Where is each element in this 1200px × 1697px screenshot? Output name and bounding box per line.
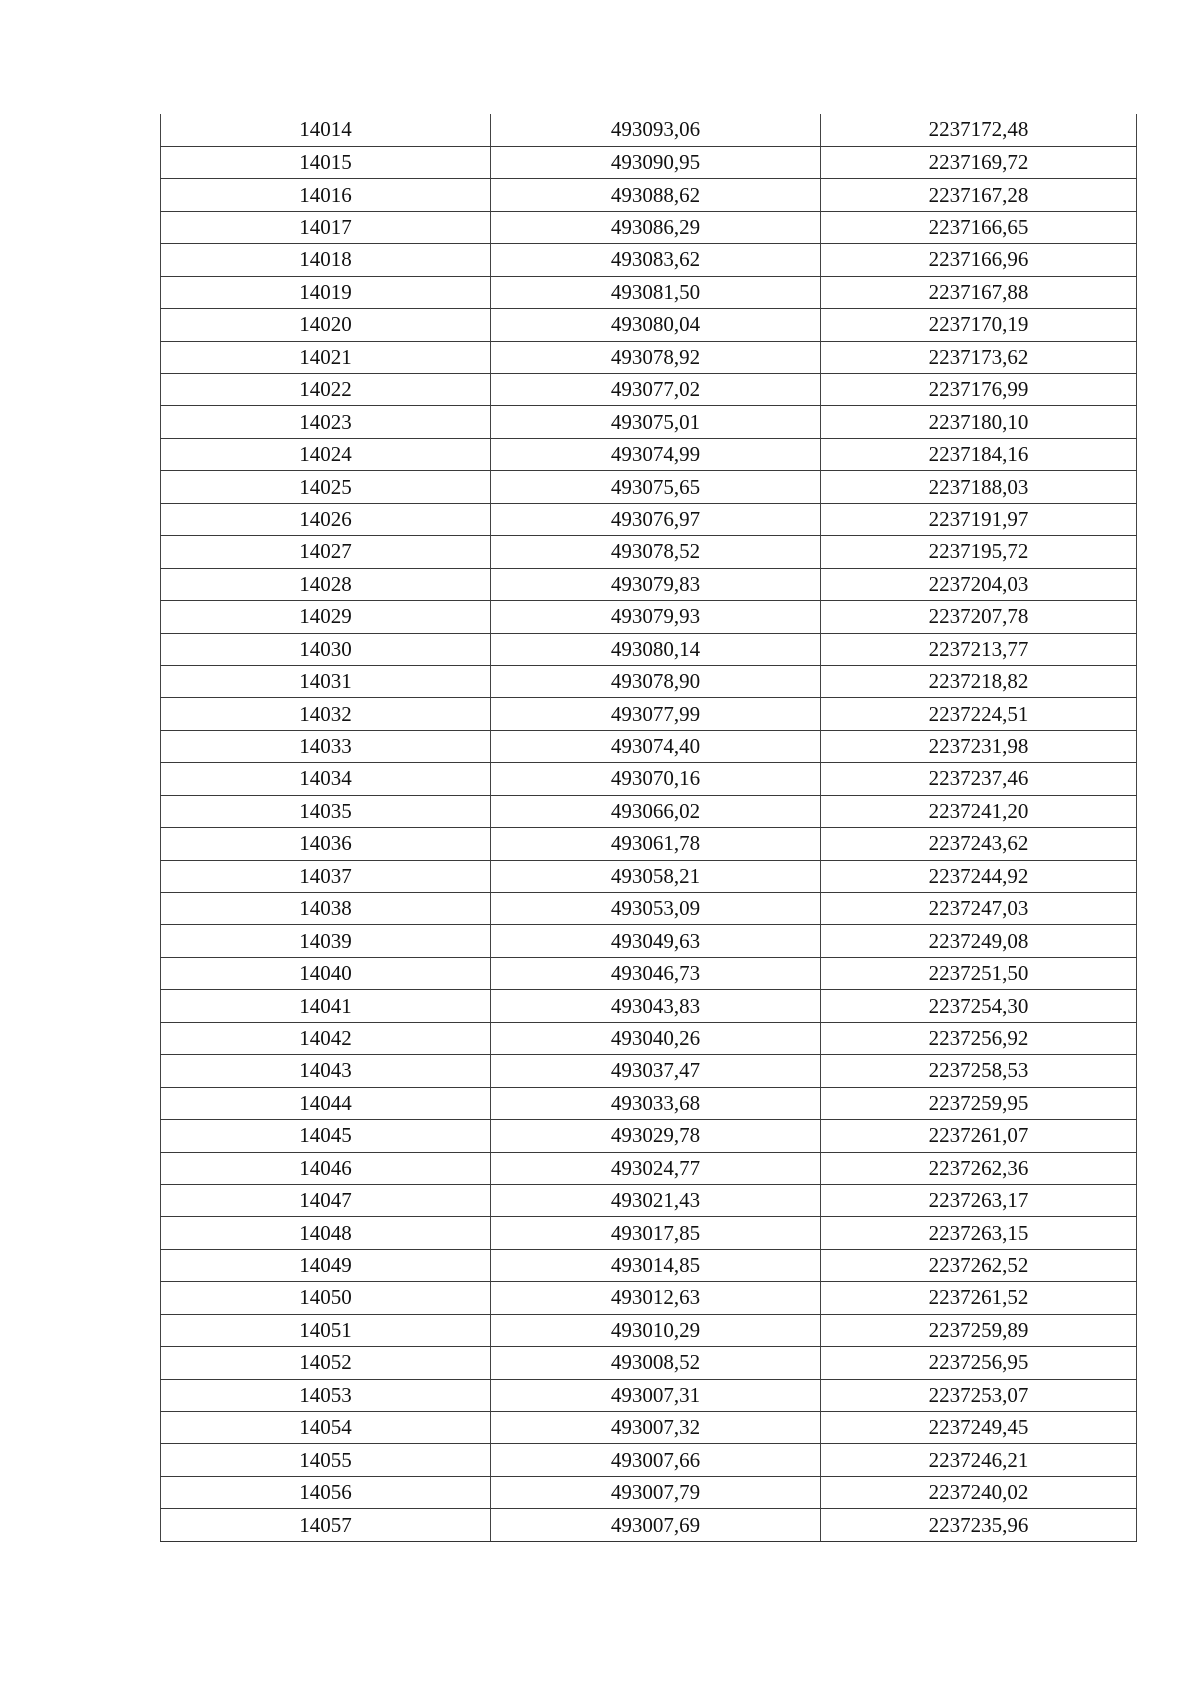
table-row bbox=[161, 244, 1137, 276]
y-coordinate-cell: 2237184,16 bbox=[821, 438, 1137, 470]
point-number-cell: 14023 bbox=[161, 406, 491, 438]
x-coordinate-cell: 493007,32 bbox=[491, 1412, 821, 1444]
table-row bbox=[161, 406, 1137, 438]
table-row bbox=[161, 990, 1137, 1022]
point-number-cell: 14034 bbox=[161, 763, 491, 795]
table-row bbox=[161, 1509, 1137, 1541]
table-row bbox=[161, 374, 1137, 406]
table-row bbox=[161, 1217, 1137, 1249]
point-number-cell: 14053 bbox=[161, 1379, 491, 1411]
y-coordinate-cell: 2237224,51 bbox=[821, 698, 1137, 730]
y-coordinate-cell: 2237213,77 bbox=[821, 633, 1137, 665]
point-number-cell: 14025 bbox=[161, 471, 491, 503]
y-coordinate-cell: 2237256,95 bbox=[821, 1347, 1137, 1379]
y-coordinate-cell: 2237253,07 bbox=[821, 1379, 1137, 1411]
y-coordinate-cell: 2237237,46 bbox=[821, 763, 1137, 795]
x-coordinate-cell: 493088,62 bbox=[491, 179, 821, 211]
x-coordinate-cell: 493078,52 bbox=[491, 536, 821, 568]
coordinates-table-body bbox=[161, 114, 1137, 1541]
table-row bbox=[161, 276, 1137, 308]
y-coordinate-cell: 2237258,53 bbox=[821, 1055, 1137, 1087]
table-row bbox=[161, 1282, 1137, 1314]
y-coordinate-cell: 2237191,97 bbox=[821, 503, 1137, 535]
point-number-cell: 14056 bbox=[161, 1476, 491, 1508]
table-row bbox=[161, 828, 1137, 860]
y-coordinate-cell: 2237259,95 bbox=[821, 1087, 1137, 1119]
table-row bbox=[161, 730, 1137, 762]
y-coordinate-cell: 2237263,15 bbox=[821, 1217, 1137, 1249]
x-coordinate-cell: 493008,52 bbox=[491, 1347, 821, 1379]
x-coordinate-cell: 493086,29 bbox=[491, 211, 821, 243]
x-coordinate-cell: 493058,21 bbox=[491, 860, 821, 892]
x-coordinate-cell: 493017,85 bbox=[491, 1217, 821, 1249]
y-coordinate-cell: 2237262,52 bbox=[821, 1249, 1137, 1281]
point-number-cell: 14030 bbox=[161, 633, 491, 665]
point-number-cell: 14038 bbox=[161, 893, 491, 925]
point-number-cell: 14026 bbox=[161, 503, 491, 535]
x-coordinate-cell: 493076,97 bbox=[491, 503, 821, 535]
x-coordinate-cell: 493077,02 bbox=[491, 374, 821, 406]
table-row bbox=[161, 536, 1137, 568]
point-number-cell: 14054 bbox=[161, 1412, 491, 1444]
point-number-cell: 14032 bbox=[161, 698, 491, 730]
y-coordinate-cell: 2237249,45 bbox=[821, 1412, 1137, 1444]
table-row bbox=[161, 1022, 1137, 1054]
point-number-cell: 14028 bbox=[161, 568, 491, 600]
x-coordinate-cell: 493012,63 bbox=[491, 1282, 821, 1314]
table-row bbox=[161, 957, 1137, 989]
x-coordinate-cell: 493010,29 bbox=[491, 1314, 821, 1346]
point-number-cell: 14052 bbox=[161, 1347, 491, 1379]
y-coordinate-cell: 2237204,03 bbox=[821, 568, 1137, 600]
x-coordinate-cell: 493081,50 bbox=[491, 276, 821, 308]
x-coordinate-cell: 493007,79 bbox=[491, 1476, 821, 1508]
point-number-cell: 14027 bbox=[161, 536, 491, 568]
x-coordinate-cell: 493037,47 bbox=[491, 1055, 821, 1087]
x-coordinate-cell: 493043,83 bbox=[491, 990, 821, 1022]
table-row bbox=[161, 601, 1137, 633]
y-coordinate-cell: 2237256,92 bbox=[821, 1022, 1137, 1054]
table-row bbox=[161, 665, 1137, 697]
x-coordinate-cell: 493079,83 bbox=[491, 568, 821, 600]
table-row bbox=[161, 925, 1137, 957]
point-number-cell: 14021 bbox=[161, 341, 491, 373]
point-number-cell: 14046 bbox=[161, 1152, 491, 1184]
point-number-cell: 14024 bbox=[161, 438, 491, 470]
table-row bbox=[161, 341, 1137, 373]
x-coordinate-cell: 493046,73 bbox=[491, 957, 821, 989]
point-number-cell: 14042 bbox=[161, 1022, 491, 1054]
table-row bbox=[161, 1184, 1137, 1216]
x-coordinate-cell: 493080,04 bbox=[491, 309, 821, 341]
point-number-cell: 14020 bbox=[161, 309, 491, 341]
point-number-cell: 14049 bbox=[161, 1249, 491, 1281]
table-row bbox=[161, 438, 1137, 470]
point-number-cell: 14031 bbox=[161, 665, 491, 697]
x-coordinate-cell: 493029,78 bbox=[491, 1120, 821, 1152]
point-number-cell: 14041 bbox=[161, 990, 491, 1022]
point-number-cell: 14045 bbox=[161, 1120, 491, 1152]
y-coordinate-cell: 2237263,17 bbox=[821, 1184, 1137, 1216]
x-coordinate-cell: 493007,31 bbox=[491, 1379, 821, 1411]
y-coordinate-cell: 2237173,62 bbox=[821, 341, 1137, 373]
y-coordinate-cell: 2237166,65 bbox=[821, 211, 1137, 243]
x-coordinate-cell: 493075,01 bbox=[491, 406, 821, 438]
point-number-cell: 14039 bbox=[161, 925, 491, 957]
x-coordinate-cell: 493049,63 bbox=[491, 925, 821, 957]
table-row bbox=[161, 309, 1137, 341]
point-number-cell: 14035 bbox=[161, 795, 491, 827]
point-number-cell: 14051 bbox=[161, 1314, 491, 1346]
table-row bbox=[161, 1444, 1137, 1476]
x-coordinate-cell: 493040,26 bbox=[491, 1022, 821, 1054]
x-coordinate-cell: 493074,99 bbox=[491, 438, 821, 470]
table-row bbox=[161, 1379, 1137, 1411]
table-row bbox=[161, 114, 1137, 146]
table-row bbox=[161, 1120, 1137, 1152]
point-number-cell: 14050 bbox=[161, 1282, 491, 1314]
x-coordinate-cell: 493053,09 bbox=[491, 893, 821, 925]
x-coordinate-cell: 493024,77 bbox=[491, 1152, 821, 1184]
y-coordinate-cell: 2237259,89 bbox=[821, 1314, 1137, 1346]
x-coordinate-cell: 493007,66 bbox=[491, 1444, 821, 1476]
table-row bbox=[161, 763, 1137, 795]
table-row bbox=[161, 503, 1137, 535]
table-row bbox=[161, 893, 1137, 925]
point-number-cell: 14057 bbox=[161, 1509, 491, 1541]
point-number-cell: 14044 bbox=[161, 1087, 491, 1119]
table-row bbox=[161, 1152, 1137, 1184]
point-number-cell: 14048 bbox=[161, 1217, 491, 1249]
table-row bbox=[161, 1476, 1137, 1508]
table-row bbox=[161, 1249, 1137, 1281]
x-coordinate-cell: 493014,85 bbox=[491, 1249, 821, 1281]
y-coordinate-cell: 2237261,07 bbox=[821, 1120, 1137, 1152]
x-coordinate-cell: 493061,78 bbox=[491, 828, 821, 860]
coordinates-table bbox=[160, 114, 1137, 1542]
point-number-cell: 14055 bbox=[161, 1444, 491, 1476]
point-number-cell: 14022 bbox=[161, 374, 491, 406]
table-row bbox=[161, 146, 1137, 178]
x-coordinate-cell: 493078,90 bbox=[491, 665, 821, 697]
y-coordinate-cell: 2237241,20 bbox=[821, 795, 1137, 827]
y-coordinate-cell: 2237251,50 bbox=[821, 957, 1137, 989]
y-coordinate-cell: 2237231,98 bbox=[821, 730, 1137, 762]
table-row bbox=[161, 1055, 1137, 1087]
y-coordinate-cell: 2237169,72 bbox=[821, 146, 1137, 178]
y-coordinate-cell: 2237180,10 bbox=[821, 406, 1137, 438]
table-row bbox=[161, 1087, 1137, 1119]
y-coordinate-cell: 2237167,88 bbox=[821, 276, 1137, 308]
x-coordinate-cell: 493078,92 bbox=[491, 341, 821, 373]
y-coordinate-cell: 2237218,82 bbox=[821, 665, 1137, 697]
y-coordinate-cell: 2237243,62 bbox=[821, 828, 1137, 860]
table-row bbox=[161, 1347, 1137, 1379]
x-coordinate-cell: 493070,16 bbox=[491, 763, 821, 795]
table-row bbox=[161, 698, 1137, 730]
point-number-cell: 14037 bbox=[161, 860, 491, 892]
x-coordinate-cell: 493066,02 bbox=[491, 795, 821, 827]
table-row bbox=[161, 471, 1137, 503]
x-coordinate-cell: 493090,95 bbox=[491, 146, 821, 178]
table-row bbox=[161, 179, 1137, 211]
y-coordinate-cell: 2237195,72 bbox=[821, 536, 1137, 568]
x-coordinate-cell: 493079,93 bbox=[491, 601, 821, 633]
y-coordinate-cell: 2237261,52 bbox=[821, 1282, 1137, 1314]
x-coordinate-cell: 493077,99 bbox=[491, 698, 821, 730]
y-coordinate-cell: 2237249,08 bbox=[821, 925, 1137, 957]
point-number-cell: 14014 bbox=[161, 114, 491, 146]
point-number-cell: 14036 bbox=[161, 828, 491, 860]
y-coordinate-cell: 2237244,92 bbox=[821, 860, 1137, 892]
y-coordinate-cell: 2237207,78 bbox=[821, 601, 1137, 633]
x-coordinate-cell: 493074,40 bbox=[491, 730, 821, 762]
y-coordinate-cell: 2237166,96 bbox=[821, 244, 1137, 276]
table-row bbox=[161, 860, 1137, 892]
y-coordinate-cell: 2237254,30 bbox=[821, 990, 1137, 1022]
y-coordinate-cell: 2237247,03 bbox=[821, 893, 1137, 925]
y-coordinate-cell: 2237235,96 bbox=[821, 1509, 1137, 1541]
x-coordinate-cell: 493075,65 bbox=[491, 471, 821, 503]
y-coordinate-cell: 2237246,21 bbox=[821, 1444, 1137, 1476]
y-coordinate-cell: 2237172,48 bbox=[821, 114, 1137, 146]
point-number-cell: 14033 bbox=[161, 730, 491, 762]
point-number-cell: 14017 bbox=[161, 211, 491, 243]
x-coordinate-cell: 493083,62 bbox=[491, 244, 821, 276]
x-coordinate-cell: 493033,68 bbox=[491, 1087, 821, 1119]
x-coordinate-cell: 493021,43 bbox=[491, 1184, 821, 1216]
point-number-cell: 14040 bbox=[161, 957, 491, 989]
x-coordinate-cell: 493080,14 bbox=[491, 633, 821, 665]
point-number-cell: 14015 bbox=[161, 146, 491, 178]
y-coordinate-cell: 2237167,28 bbox=[821, 179, 1137, 211]
point-number-cell: 14043 bbox=[161, 1055, 491, 1087]
point-number-cell: 14018 bbox=[161, 244, 491, 276]
y-coordinate-cell: 2237176,99 bbox=[821, 374, 1137, 406]
y-coordinate-cell: 2237262,36 bbox=[821, 1152, 1137, 1184]
table-row bbox=[161, 568, 1137, 600]
table-row bbox=[161, 1412, 1137, 1444]
y-coordinate-cell: 2237170,19 bbox=[821, 309, 1137, 341]
table-row bbox=[161, 795, 1137, 827]
y-coordinate-cell: 2237188,03 bbox=[821, 471, 1137, 503]
table-row bbox=[161, 1314, 1137, 1346]
table-row bbox=[161, 211, 1137, 243]
table-row bbox=[161, 633, 1137, 665]
x-coordinate-cell: 493093,06 bbox=[491, 114, 821, 146]
x-coordinate-cell: 493007,69 bbox=[491, 1509, 821, 1541]
point-number-cell: 14047 bbox=[161, 1184, 491, 1216]
point-number-cell: 14019 bbox=[161, 276, 491, 308]
y-coordinate-cell: 2237240,02 bbox=[821, 1476, 1137, 1508]
point-number-cell: 14029 bbox=[161, 601, 491, 633]
point-number-cell: 14016 bbox=[161, 179, 491, 211]
